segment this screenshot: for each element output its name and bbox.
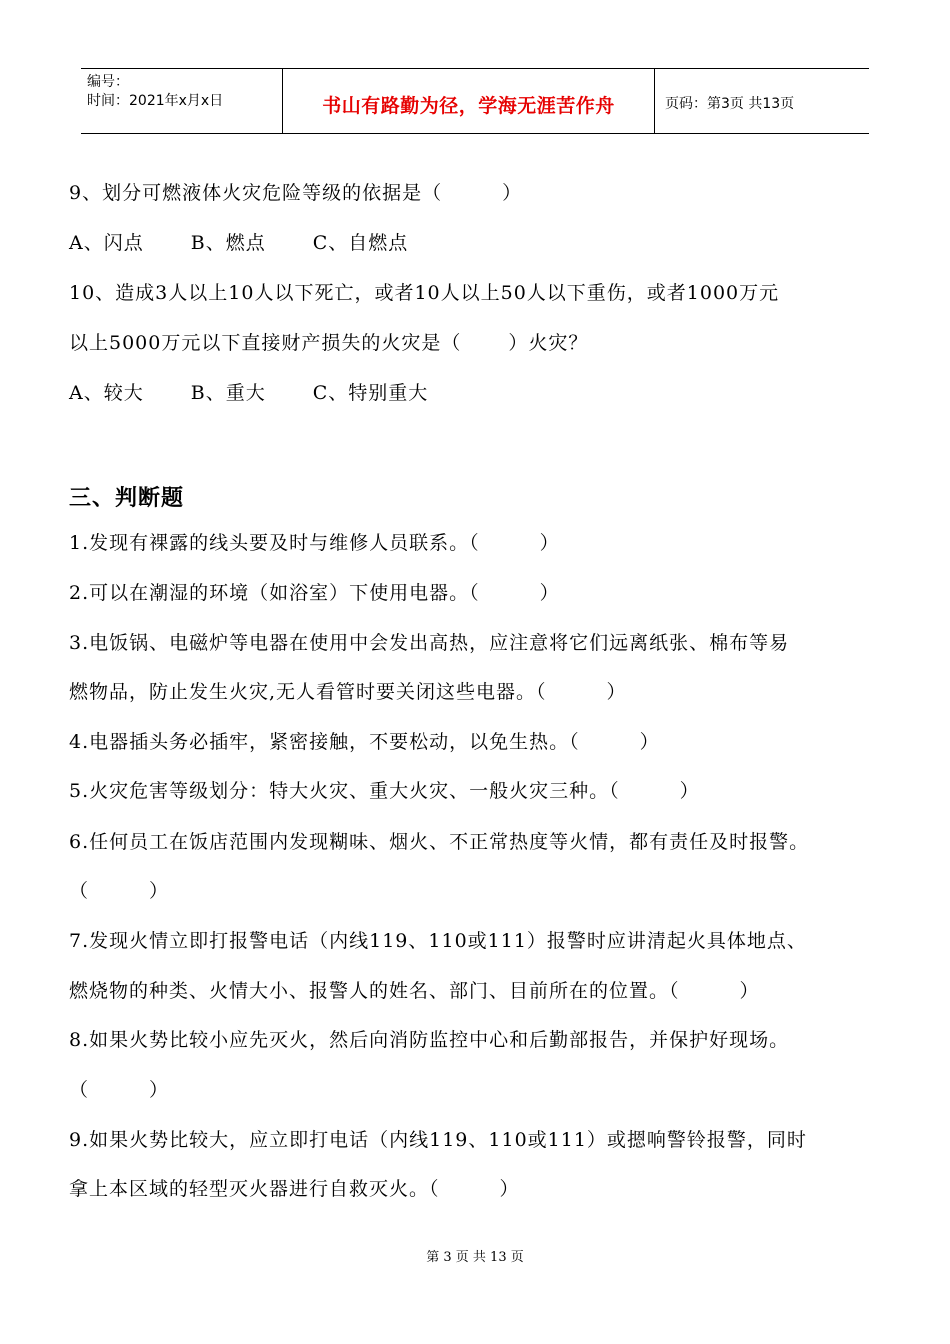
judgment-line: 2.可以在潮湿的环境（如浴室）下使用电器。（ ）	[69, 582, 560, 604]
judgment-line: 1.发现有裸露的线头要及时与维修人员联系。（ ）	[69, 532, 560, 554]
section-title: 三、判断题	[69, 486, 185, 511]
judgment-line: 3.电饭锅、电磁炉等电器在使用中会发出高热，应注意将它们远离纸张、棉布等易	[69, 632, 790, 654]
document-number-label: 编号：	[87, 74, 129, 90]
question-10-options: A、较大 B、重大 C、特别重大	[69, 382, 429, 404]
question-10-line-1: 10、造成3人以上10人以下死亡，或者10人以上50人以下重伤，或者1000万元	[69, 282, 780, 304]
judgment-line: 7.发现火情立即打报警电话（内线119、110或111）报警时应讲清起火具体地点、	[69, 930, 807, 952]
question-9: 9、划分可燃液体火灾危险等级的依据是（ ）	[69, 182, 523, 204]
judgment-line: 9.如果火势比较大，应立即打电话（内线119、110或111）或摁响警铃报警，同时	[69, 1129, 807, 1151]
header-page-code: 页码：第3页 共13页	[665, 96, 795, 112]
judgment-line: 5.火灾危害等级划分：特大火灾、重大火灾、一般火灾三种。（ ）	[69, 780, 700, 802]
document-date-label: 时间：2021年x月x日	[87, 93, 224, 109]
judgment-line: （ ）	[69, 880, 170, 902]
judgment-line: 6.任何员工在饭店范围内发现糊味、烟火、不正常热度等火情，都有责任及时报警。	[69, 831, 810, 853]
judgment-line: 燃物品，防止发生火灾,无人看管时要关闭这些电器。（ ）	[69, 681, 627, 703]
judgment-line: 8.如果火势比较小应先灭火，然后向消防监控中心和后勤部报告，并保护好现场。	[69, 1029, 790, 1051]
question-10-line-2: 以上5000万元以下直接财产损失的火灾是（ ）火灾？	[69, 332, 589, 354]
question-9-options: A、闪点 B、燃点 C、自燃点	[69, 232, 409, 254]
judgment-line: （ ）	[69, 1079, 170, 1101]
header-motto: 书山有路勤为径，学海无涯苦作舟	[282, 69, 655, 133]
judgment-line: 燃烧物的种类、火情大小、报警人的姓名、部门、目前所在的位置。（ ）	[69, 980, 760, 1002]
judgment-line: 4.电器插头务必插牢，紧密接触，不要松动，以免生热。（ ）	[69, 731, 660, 753]
judgment-line: 拿上本区域的轻型灭火器进行自救灭火。（ ）	[69, 1178, 520, 1200]
page-header	[81, 68, 869, 134]
header-meta	[81, 69, 282, 133]
page-footer: 第 3 页 共 13 页	[426, 1250, 524, 1265]
